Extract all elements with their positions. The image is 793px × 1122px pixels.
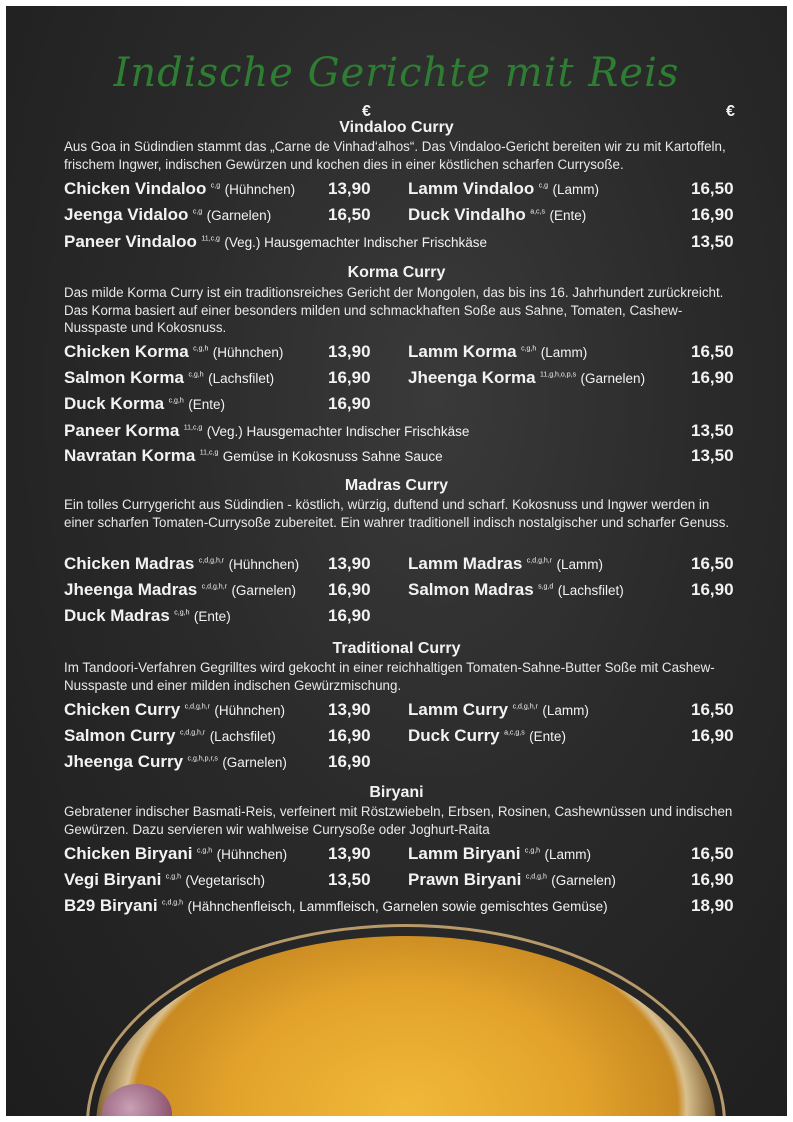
item-price: 18,90	[691, 896, 734, 915]
menu-item	[408, 366, 645, 390]
item-codes: a,c,g,s	[504, 729, 525, 737]
item-name: Lamm Vindaloo	[408, 179, 535, 198]
item-name: Salmon Curry	[64, 726, 176, 745]
item-price: 13,90	[328, 342, 371, 361]
item-name: Navratan Korma	[64, 446, 196, 465]
item-name: Salmon Korma	[64, 368, 184, 387]
item-name: Lamm Madras	[408, 554, 523, 573]
menu-item	[408, 724, 566, 748]
item-note: (Veg.) Hausgemachter Indischer Frischkäse	[206, 424, 470, 439]
item-name: Duck Korma	[64, 394, 165, 413]
item-price: 16,90	[328, 606, 371, 625]
menu-item	[408, 842, 591, 866]
menu-item	[64, 177, 295, 201]
menu-item	[64, 444, 443, 468]
item-note: (Garnelen)	[206, 208, 272, 223]
item-price: 16,50	[691, 844, 734, 863]
item-codes: 11,c,g	[201, 235, 220, 243]
item-note: (Lachsfilet)	[208, 371, 275, 386]
menu-item	[64, 750, 287, 774]
menu-item	[64, 392, 225, 416]
item-name: Chicken Vindaloo	[64, 179, 207, 198]
item-codes: 11,c,g	[199, 449, 219, 457]
item-price: 16,50	[691, 554, 734, 573]
item-codes: c,d,g,h,r	[512, 703, 538, 711]
item-name: Paneer Vindaloo	[64, 232, 197, 251]
menu-item	[64, 842, 287, 866]
menu-item	[64, 419, 469, 443]
item-note: (Ente)	[193, 609, 231, 624]
section-desc-vindaloo: Aus Goa in Südindien stammt das „Carne de Vinhad‘alhos“. Das Vindaloo-Gericht bereiten wir zu mit Kartoffeln, frischem Ingwer, indischen Gewürzen und kochen dies in einer köstlichen scharfen Currysoße.	[64, 139, 726, 172]
menu-item	[64, 604, 231, 628]
item-note: (Lachsfilet)	[209, 729, 276, 744]
item-note: (Ente)	[188, 397, 225, 412]
item-note: (Hühnchen)	[228, 557, 300, 572]
item-note: (Garnelen)	[551, 873, 616, 888]
item-note: (Hühnchen)	[216, 847, 288, 862]
item-note: (Lamm)	[540, 345, 588, 360]
menu-item	[64, 698, 285, 722]
item-price: 13,50	[691, 421, 734, 440]
item-name: Chicken Madras	[64, 554, 195, 573]
item-name: Vegi Biryani	[64, 870, 162, 889]
menu-item	[64, 724, 276, 748]
item-price: 13,90	[328, 700, 371, 719]
item-name: Chicken Biryani	[64, 844, 193, 863]
menu-item	[408, 578, 624, 602]
item-codes: c,g,h	[174, 609, 190, 617]
item-price: 13,90	[328, 179, 371, 198]
menu-item	[64, 230, 487, 254]
item-note: Gemüse in Kokosnuss Sahne Sauce	[222, 449, 443, 464]
item-codes: c,d,g,h,r	[526, 557, 553, 565]
item-codes: c,g,h	[196, 847, 213, 855]
item-codes: c,g,h,p,r,s	[187, 755, 218, 763]
item-price: 16,90	[691, 580, 734, 599]
item-note: (Hühnchen)	[214, 703, 285, 718]
item-codes: c,g,h	[521, 345, 537, 353]
menu-board	[6, 6, 787, 1116]
currency-symbol-right: €	[726, 103, 735, 120]
item-note: (Garnelen)	[580, 371, 646, 386]
item-codes: a,c,s	[530, 208, 546, 216]
menu-item	[408, 340, 587, 364]
item-note: (Ente)	[529, 729, 566, 744]
item-codes: c,d,g,h	[525, 873, 547, 881]
item-price: 16,90	[691, 870, 734, 889]
item-price: 13,50	[328, 870, 371, 889]
item-name: Lamm Korma	[408, 342, 517, 361]
item-name: Duck Madras	[64, 606, 170, 625]
menu-item	[64, 366, 274, 390]
item-note: (Lamm)	[544, 847, 592, 862]
section-desc-korma: Das milde Korma Curry ist ein traditionsreiches Gericht der Mongolen, das bis ins 16. Jahrhundert zurückreicht. Das Korma basiert auf einer besonders milden und schmackhaften Soße aus Sahne, Tomaten, Cashew-Nusspaste und Kokosnuss.	[64, 285, 724, 335]
item-codes: 11,g,h,o,p,s	[540, 371, 577, 379]
item-note: (Veg.) Hausgemachter Indischer Frischkäse	[224, 235, 487, 250]
section-title-madras: Madras Curry	[344, 477, 449, 494]
item-note: (Lachsfilet)	[557, 583, 624, 598]
item-name: Salmon Madras	[408, 580, 534, 599]
section-title-vindaloo: Vindaloo Curry	[339, 119, 454, 136]
item-price: 16,90	[328, 368, 371, 387]
section-desc-biryani: Gebratener indischer Basmati-Reis, verfeinert mit Röstzwiebeln, Erbsen, Rosinen, Cashewnüssen und indischen Gewürzen. Dazu servieren wir wahlweise Currysoße oder Joghurt-Raita	[64, 804, 733, 837]
item-note: (Garnelen)	[222, 755, 287, 770]
item-name: Chicken Korma	[64, 342, 189, 361]
biryani-plate-image	[96, 936, 716, 1116]
item-price: 16,90	[328, 726, 371, 745]
item-codes: c,g	[538, 182, 549, 190]
item-codes: c,g,h	[165, 873, 181, 881]
item-codes: c,g,h	[193, 345, 209, 353]
currency-symbol-left: €	[362, 103, 371, 120]
menu-item	[64, 340, 283, 364]
item-name: Jeenga Vidaloo	[64, 205, 189, 224]
item-codes: c,g	[192, 208, 203, 216]
item-name: Jheenga Madras	[64, 580, 198, 599]
item-price: 16,90	[328, 752, 371, 771]
menu-item	[64, 552, 299, 576]
item-codes: c,g	[210, 182, 221, 190]
item-codes: c,g,h	[524, 847, 541, 855]
item-note: (Vegetarisch)	[185, 873, 265, 888]
item-name: Duck Curry	[408, 726, 500, 745]
menu-item	[64, 868, 265, 892]
item-price: 16,90	[691, 205, 734, 224]
item-codes: 11,c,g	[183, 424, 203, 432]
item-name: Chicken Curry	[64, 700, 181, 719]
menu-item	[64, 203, 271, 227]
item-name: Jheenga Curry	[64, 752, 184, 771]
section-title-traditional: Traditional Curry	[332, 640, 461, 657]
item-note: (Lamm)	[556, 557, 604, 572]
item-price: 16,90	[691, 726, 734, 745]
item-note: (Garnelen)	[231, 583, 296, 598]
menu-item	[408, 203, 586, 227]
item-name: Paneer Korma	[64, 421, 180, 440]
item-price: 16,50	[691, 342, 734, 361]
item-price: 16,90	[691, 368, 734, 387]
menu-item	[408, 177, 599, 201]
item-name: Lamm Curry	[408, 700, 509, 719]
item-note: (Hühnchen)	[224, 182, 296, 197]
item-price: 13,50	[691, 446, 734, 465]
item-note: (Lamm)	[552, 182, 600, 197]
page-title: Indische Gerichte mit Reis	[113, 50, 680, 96]
item-codes: c,g,h	[168, 397, 184, 405]
item-codes: c,d,g,h,r	[179, 729, 206, 737]
section-desc-madras: Ein tolles Currygericht aus Südindien - köstlich, würzig, duftend und scharf. Kokosnuss und Ingwer werden in einer scharfen Tomaten-Currysoße zubereitet. Ein wahrer traditionell indisch nostalgischer und scharfer Genuss.	[64, 497, 730, 530]
item-price: 16,50	[328, 205, 371, 224]
item-note: (Ente)	[549, 208, 587, 223]
item-price: 16,90	[328, 580, 371, 599]
item-codes: c,d,g,h	[162, 899, 184, 907]
item-name: Duck Vindalho	[408, 205, 526, 224]
item-codes: c,g,h	[188, 371, 204, 379]
item-codes: c,d,g,h,r	[184, 703, 210, 711]
item-name: Jheenga Korma	[408, 368, 536, 387]
menu-item	[408, 552, 603, 576]
item-price: 16,50	[691, 179, 734, 198]
item-codes: s,g,d	[538, 583, 554, 591]
item-price: 13,90	[328, 844, 371, 863]
item-note: (Hühnchen)	[212, 345, 284, 360]
item-price: 16,50	[691, 700, 734, 719]
item-name: Prawn Biryani	[408, 870, 522, 889]
item-price: 13,50	[691, 232, 734, 251]
item-price: 16,90	[328, 394, 371, 413]
menu-item	[408, 868, 616, 892]
item-codes: c,d,g,h,r	[198, 557, 225, 565]
section-title-korma: Korma Curry	[347, 264, 446, 281]
item-note: (Hähnchenfleisch, Lammfleisch, Garnelen sowie gemischtes Gemüse)	[187, 899, 608, 914]
section-title-biryani: Biryani	[369, 784, 424, 801]
item-name: B29 Biryani	[64, 896, 158, 915]
menu-item	[64, 578, 296, 602]
menu-item	[64, 894, 608, 918]
item-note: (Lamm)	[542, 703, 589, 718]
item-price: 13,90	[328, 554, 371, 573]
section-desc-traditional: Im Tandoori-Verfahren Gegrilltes wird gekocht in einer reichhaltigen Tomaten-Sahne-Butter Soße mit Cashew-Nusspaste und einer milden indischen Gewürzmischung.	[64, 660, 715, 693]
item-name: Lamm Biryani	[408, 844, 521, 863]
item-codes: c,d,g,h,r	[201, 583, 227, 591]
menu-item	[408, 698, 589, 722]
